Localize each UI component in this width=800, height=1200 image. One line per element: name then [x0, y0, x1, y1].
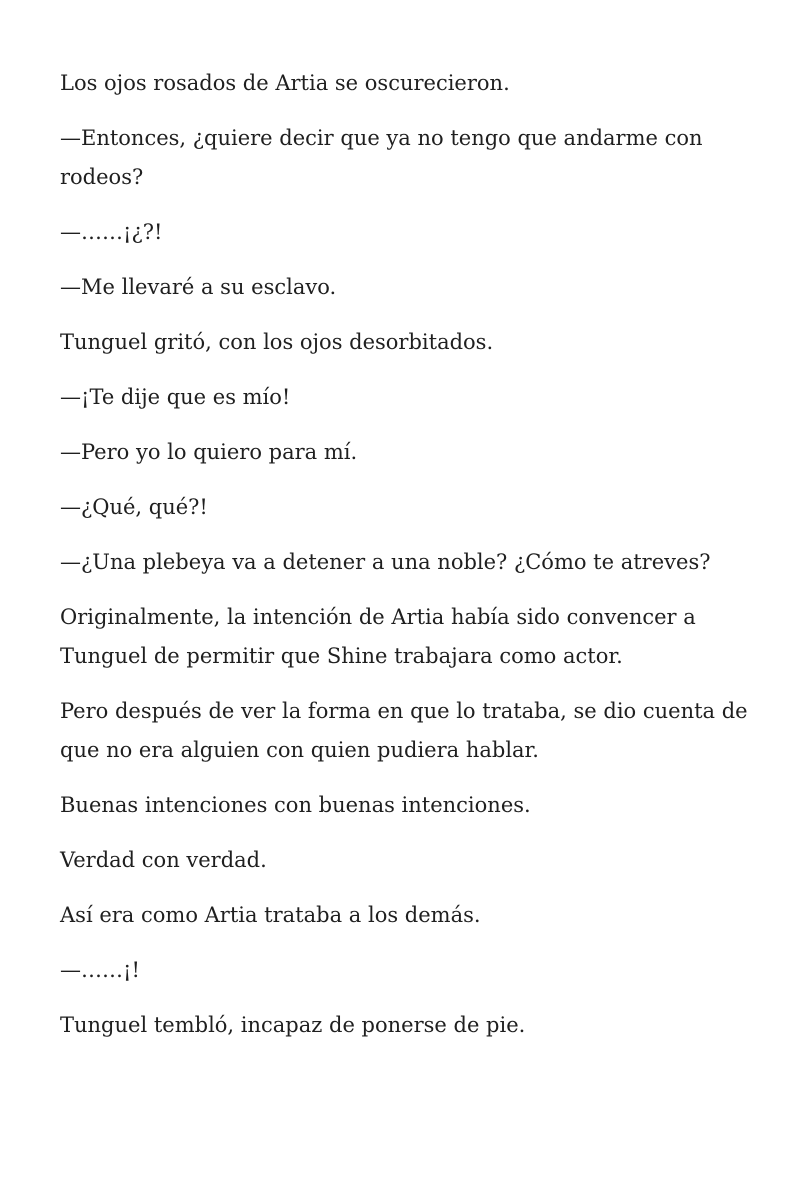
text-body: [60, 64, 750, 1061]
paragraph: —¡Te dije que es mío!: [60, 385, 291, 409]
paragraph: —Entonces, ¿quiere decir que ya no tengo que andarme con rodeos?: [60, 126, 703, 189]
paragraph: Originalmente, la intención de Artia había sido convencer a Tunguel de permitir que Shine trabajara como actor.: [60, 605, 696, 668]
paragraph: Pero después de ver la forma en que lo trataba, se dio cuenta de que no era alguien con quien pudiera hablar.: [60, 699, 748, 762]
paragraph: Buenas intenciones con buenas intenciones.: [60, 793, 531, 817]
paragraph: Verdad con verdad.: [60, 848, 267, 872]
paragraph: —Pero yo lo quiero para mí.: [60, 440, 358, 464]
paragraph: —¿Qué, qué?!: [60, 495, 208, 519]
paragraph: —……¡¿?!: [60, 220, 163, 244]
paragraph: —¿Una plebeya va a detener a una noble? ¿Cómo te atreves?: [60, 550, 711, 574]
paragraph: —……¡!: [60, 958, 140, 982]
paragraph: Tunguel gritó, con los ojos desorbitados.: [60, 330, 494, 354]
paragraph: Los ojos rosados de Artia se oscurecieron.: [60, 71, 510, 95]
paragraph: —Me llevaré a su esclavo.: [60, 275, 337, 299]
paragraph: Así era como Artia trataba a los demás.: [60, 903, 481, 927]
paragraph: Tunguel tembló, incapaz de ponerse de pie.: [60, 1013, 526, 1037]
